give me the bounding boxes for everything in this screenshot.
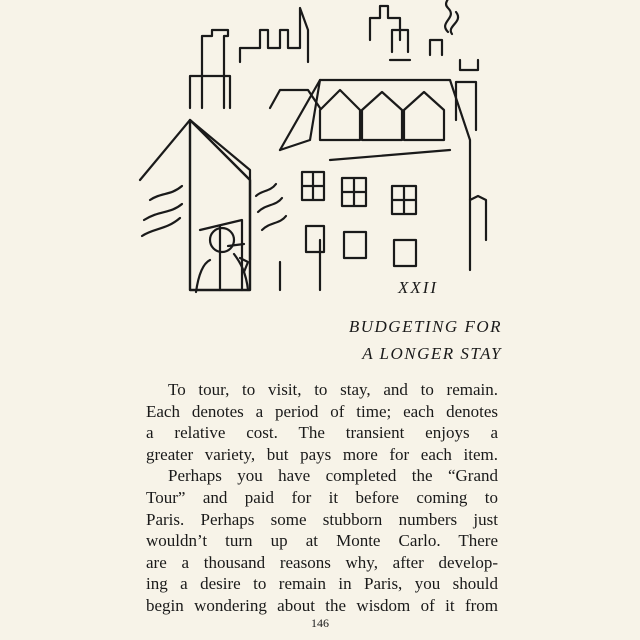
text-line: are a thousand reasons why, after develop- xyxy=(146,552,498,572)
chapter-title xyxy=(349,313,502,367)
text-line: a relative cost. The transient enjoys a xyxy=(146,423,498,443)
text-line: greater variety, but pays more for each item. xyxy=(146,444,498,464)
rooftops-illustration xyxy=(130,0,510,300)
chapter-number: XXII xyxy=(398,278,439,297)
text-line: wouldn’t turn up at Monte Carlo. There xyxy=(146,531,498,551)
chapter-title-line: BUDGETING FOR xyxy=(348,317,502,336)
text-line: ing a desire to remain in Paris, you should xyxy=(146,574,498,594)
text-line: begin wondering about the wisdom of it from xyxy=(146,595,498,615)
body-text xyxy=(146,379,498,617)
text-line: To tour, to visit, to stay, and to remain. xyxy=(168,380,498,399)
text-line: Each denotes a period of time; each denotes xyxy=(146,401,498,421)
text-line: Tour” and paid for it before coming to xyxy=(146,487,498,507)
chapter-title-line: A LONGER STAY xyxy=(362,344,502,363)
page-number: 146 xyxy=(311,616,329,630)
text-line: Perhaps you have completed the “Grand xyxy=(168,466,498,486)
text-line: Paris. Perhaps some stubborn numbers just xyxy=(146,509,498,529)
